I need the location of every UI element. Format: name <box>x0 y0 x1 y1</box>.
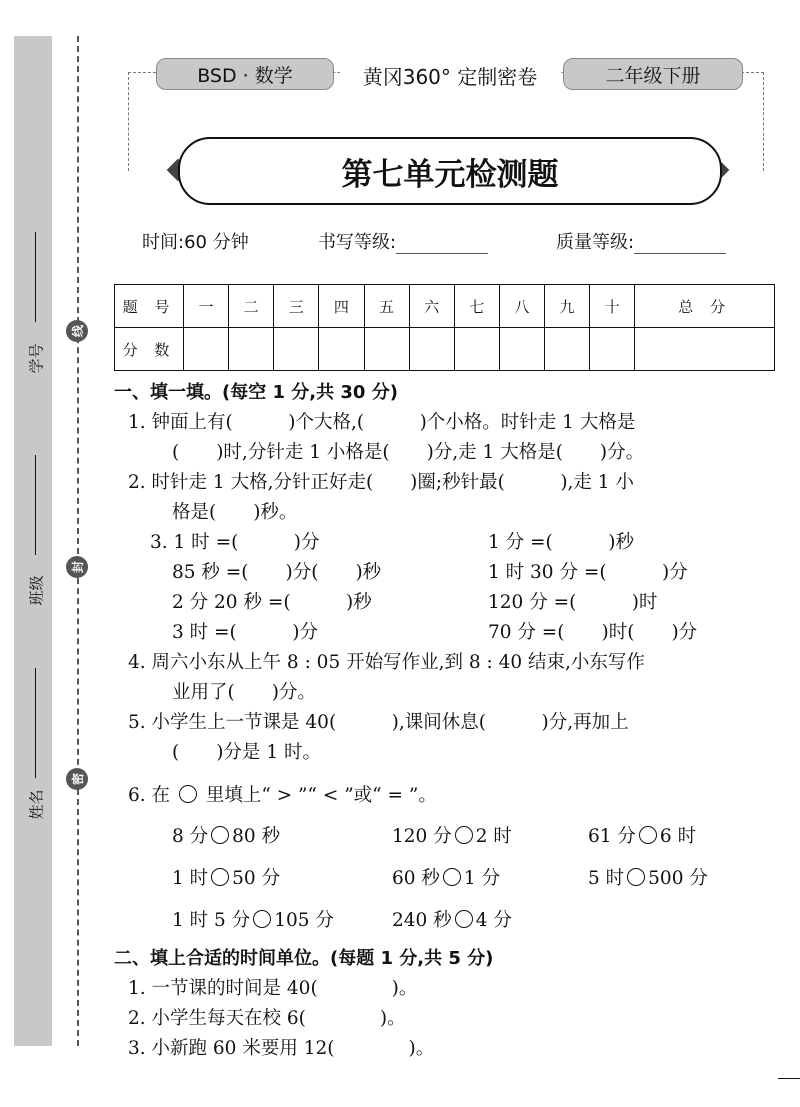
name-blank <box>35 668 36 778</box>
table-header-cell: 总 分 <box>635 285 775 328</box>
score-cell[interactable] <box>274 328 319 371</box>
table-header-cell: 九 <box>545 285 590 328</box>
score-cell[interactable] <box>184 328 229 371</box>
seal-mark-secret: 密 <box>66 768 88 790</box>
score-table <box>114 284 775 371</box>
conversion-item: 70 分 =( )时( )分 <box>488 622 698 643</box>
section-1-title: 一、填一填。(每空 1 分,共 30 分) <box>114 382 398 403</box>
compare-left: 8 分 <box>172 826 209 847</box>
series-title: 黄冈360° 定制密卷 <box>340 60 560 90</box>
table-header-cell: 二 <box>229 285 274 328</box>
conversion-item: 2 分 20 秒 =( )秒 <box>172 592 372 613</box>
section-2-title: 二、填上合适的时间单位。(每题 1 分,共 5 分) <box>114 948 494 969</box>
writing-grade-blank[interactable] <box>396 233 488 254</box>
compare-left: 5 时 <box>588 868 625 889</box>
compare-item <box>172 858 392 900</box>
question-5-line-2: ( )分是 1 时。 <box>172 742 321 763</box>
compare-circle[interactable] <box>455 826 473 844</box>
compare-right: 50 分 <box>232 868 281 889</box>
question-content <box>114 378 784 1064</box>
compare-circle[interactable] <box>627 868 645 886</box>
compare-right: 6 时 <box>659 826 697 847</box>
score-cell[interactable] <box>635 328 775 371</box>
table-header-cell: 八 <box>499 285 544 328</box>
compare-item <box>588 858 788 900</box>
compare-item <box>392 858 588 900</box>
seal-mark-line: 线 <box>66 320 88 342</box>
compare-right: 105 分 <box>274 910 334 931</box>
writing-grade-label: 书写等级: <box>318 232 397 253</box>
compare-circle[interactable] <box>443 868 461 886</box>
table-header-cell: 三 <box>274 285 319 328</box>
conversion-item: 120 分 =( )时 <box>488 592 658 613</box>
score-cell[interactable] <box>319 328 364 371</box>
compare-item <box>172 816 392 858</box>
student-id-label: 学号 <box>27 343 46 374</box>
question-2-line-2: 格是( )秒。 <box>172 502 298 523</box>
compare-circle[interactable] <box>639 826 657 844</box>
question-6-prefix: 6. 在 <box>128 785 171 806</box>
quality-grade-label: 质量等级: <box>556 232 635 253</box>
class-label: 班级 <box>27 575 46 606</box>
section-2-question: 3. 小新跑 60 米要用 12( )。 <box>128 1038 435 1059</box>
question-1-line-2: ( )时,分针走 1 小格是( )分,走 1 大格是( )分。 <box>172 442 645 463</box>
question-3-grid <box>114 528 784 648</box>
compare-left: 240 秒 <box>392 910 452 931</box>
question-6 <box>114 776 784 816</box>
section-2-question: 1. 一节课的时间是 40( )。 <box>128 978 418 999</box>
score-cell[interactable] <box>229 328 274 371</box>
quality-grade <box>556 228 726 254</box>
score-cell[interactable] <box>409 328 454 371</box>
name-label: 姓名 <box>27 789 46 820</box>
subject-pill: BSD · 数学 <box>156 58 334 90</box>
compare-left: 1 时 <box>172 868 209 889</box>
compare-circle[interactable] <box>211 868 229 886</box>
question-5-line-1: 5. 小学生上一节课是 40( ),课间休息( )分,再加上 <box>128 712 629 733</box>
compare-item <box>392 816 588 858</box>
table-row <box>115 285 775 328</box>
compare-right: 4 分 <box>475 910 512 931</box>
table-header-cell: 四 <box>319 285 364 328</box>
compare-left: 1 时 5 分 <box>172 910 251 931</box>
table-header-cell: 七 <box>454 285 499 328</box>
question-4-line-2: 业用了( )分。 <box>172 682 316 703</box>
score-cell[interactable] <box>590 328 635 371</box>
page-edge-mark <box>778 1078 800 1079</box>
compare-item <box>588 816 788 858</box>
binding-margin <box>14 36 52 1046</box>
table-header-cell: 一 <box>184 285 229 328</box>
table-row <box>115 328 775 371</box>
compare-right: 2 时 <box>475 826 512 847</box>
table-header-cell: 题 号 <box>115 285 184 328</box>
compare-circle[interactable] <box>455 910 473 928</box>
writing-grade <box>318 228 488 254</box>
score-cell[interactable] <box>454 328 499 371</box>
compare-item <box>172 900 392 942</box>
compare-item <box>392 900 588 942</box>
compare-right: 1 分 <box>463 868 501 889</box>
score-cell[interactable] <box>545 328 590 371</box>
conversion-item: 3 时 =( )分 <box>172 622 318 643</box>
section-2-question: 2. 小学生每天在校 6( )。 <box>128 1008 406 1029</box>
question-1-line-1: 1. 钟面上有( )个大格,( )个小格。时针走 1 大格是 <box>128 412 636 433</box>
conversion-item: 85 秒 =( )分( )秒 <box>172 562 382 583</box>
compare-circle[interactable] <box>253 910 271 928</box>
conversion-item: 1 分 =( )秒 <box>488 532 634 553</box>
conversion-item: 3. 1 时 =( )分 <box>150 532 320 553</box>
cut-line <box>77 36 79 1046</box>
grade-pill: 二年级下册 <box>563 58 743 90</box>
page-title: 第七单元检测题 <box>178 137 722 205</box>
question-4-line-1: 4. 周六小东从上午 8 : 05 开始写作业,到 8 : 40 结束,小东写作 <box>128 652 645 673</box>
table-header-cell: 六 <box>409 285 454 328</box>
time-limit: 时间:60 分钟 <box>142 232 249 253</box>
score-cell[interactable] <box>364 328 409 371</box>
compare-left: 60 秒 <box>392 868 440 889</box>
compare-grid <box>114 816 784 942</box>
circle-icon <box>179 785 197 803</box>
table-header-cell: 十 <box>590 285 635 328</box>
quality-grade-blank[interactable] <box>634 233 726 254</box>
compare-right: 80 秒 <box>232 826 281 847</box>
compare-right: 500 分 <box>648 868 708 889</box>
class-blank <box>35 455 36 555</box>
conversion-item: 1 时 30 分 =( )分 <box>488 562 688 583</box>
compare-left: 61 分 <box>588 826 636 847</box>
student-id-blank <box>35 232 36 322</box>
question-2-line-1: 2. 时针走 1 大格,分针正好走( )圈;秒针最( ),走 1 小 <box>128 472 634 493</box>
question-6-suffix: 里填上“ > ”“ < ”或“ = ”。 <box>205 785 437 806</box>
compare-circle[interactable] <box>211 826 229 844</box>
score-cell[interactable] <box>499 328 544 371</box>
table-header-cell: 五 <box>364 285 409 328</box>
compare-left: 120 分 <box>392 826 452 847</box>
table-row-label: 分 数 <box>115 328 184 371</box>
seal-mark-seal: 封 <box>66 556 88 578</box>
